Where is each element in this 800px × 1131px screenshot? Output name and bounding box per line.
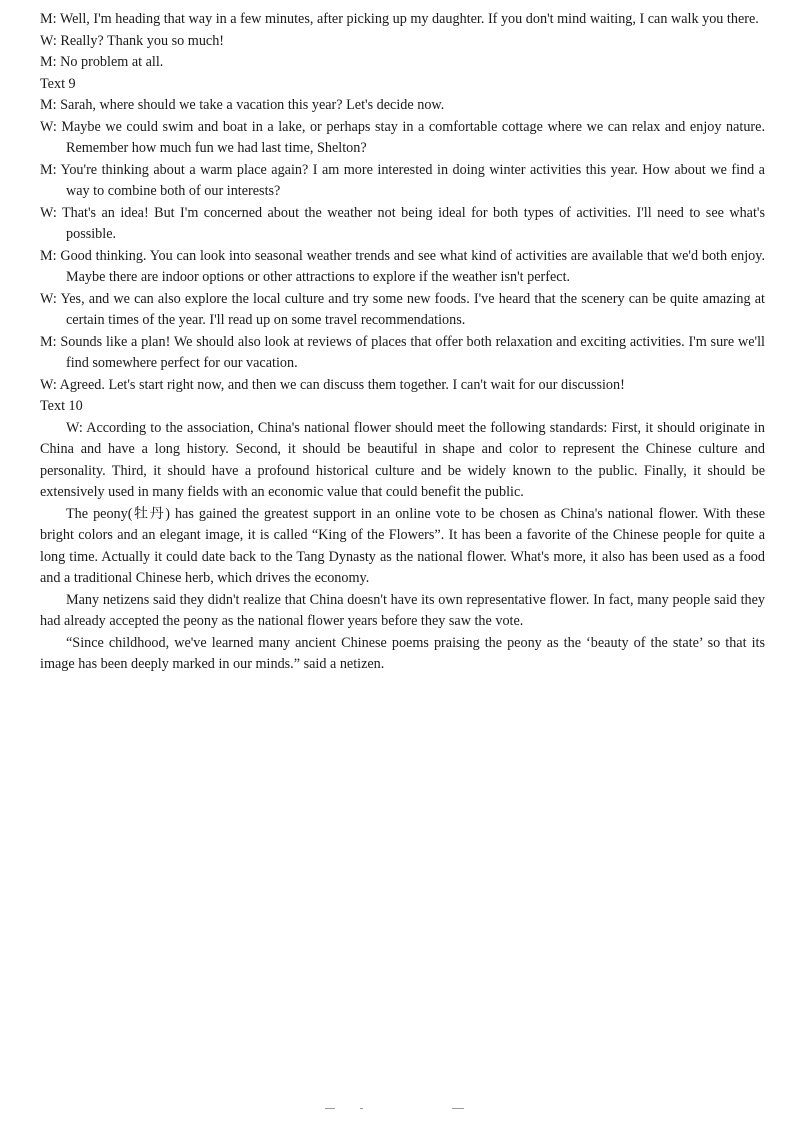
speaker: M [40, 97, 53, 113]
footer-scan-marks [0, 1098, 800, 1112]
speaker: M [40, 161, 53, 178]
line-text: Well, I'm heading that way in a few minutes, after picking up my daughter. If you don't mind waiting, I can walk you there. [59, 11, 759, 27]
paragraph: Many netizens said they didn't realize that China doesn't have its own representative flower. In fact, many people said they had already accepted the peony as the national flower years before they saw the vote. [40, 591, 765, 629]
speaker: W [40, 118, 53, 135]
section-heading: Text 10 [40, 398, 83, 414]
speaker: W [40, 290, 53, 307]
speaker: W [40, 32, 53, 49]
speaker-separator: : [52, 290, 61, 307]
line-text: No problem at all. [60, 54, 164, 70]
dialogue-line [40, 160, 765, 203]
speaker-separator: : [52, 247, 61, 264]
text9-section [40, 74, 765, 397]
dialogue-line [40, 289, 765, 332]
speaker: M [40, 11, 53, 27]
line-text: Yes, and we can also explore the local culture and try some new foods. I've heard that the scenery can be quite amazing at certain times of the year. I'll read up on some travel recommendations. [60, 290, 765, 328]
dialogue-line [40, 31, 765, 53]
speaker: M [40, 333, 53, 350]
dialogue-line [40, 52, 765, 74]
dialogue-line [40, 95, 765, 117]
dialogue-top [40, 9, 765, 74]
speaker-separator: : [52, 97, 61, 113]
dialogue-line [40, 246, 765, 289]
transcript-page [40, 9, 765, 676]
speaker-separator: : [52, 376, 60, 393]
paragraph: The peony(牡丹) has gained the greatest support in an online vote to be chosen as China's national flower. With these bright colors and an elegant image, it is called “King of the Flowers”. It has been a favorite of the Chinese people for quite a long time. Actually it could date back to the Tang Dynasty as the national flower. What's more, it also has been used as a food and a traditional Chinese herb, which drives the economy. [40, 505, 765, 586]
dialogue-line [40, 203, 765, 246]
text10-section [40, 396, 765, 676]
speaker-separator: : [52, 204, 62, 221]
scan-mark [452, 1108, 464, 1109]
speaker: W [40, 376, 53, 393]
line-text: Sounds like a plan! We should also look at reviews of places that offer both relaxation and exciting activities. I'm sure we'll find somewhere perfect for our vacation. [60, 333, 765, 371]
scan-mark [360, 1108, 363, 1109]
line-text: Maybe we could swim and boat in a lake, or perhaps stay in a comfortable cottage where we can relax and enjoy nature. Remember how much fun we had last time, Shelton? [61, 118, 765, 156]
line-text: You're thinking about a warm place again? I am more interested in doing winter activities this year. How about we find a way to combine both of our interests? [60, 161, 765, 199]
dialogue-line [40, 9, 765, 31]
speaker: W [40, 204, 53, 221]
paragraph: W: According to the association, China's national flower should meet the following standards: First, it should originate in China and have a long history. Second, it should be beautiful in shape and color to represent the Chinese culture and personality. Third, it should have a profound historical culture and be widely known to the public. Finally, it should be extensively used in many fields with an economic value that could benefit the public. [40, 419, 765, 500]
dialogue-line [40, 332, 765, 375]
line-text: Really? Thank you so much! [60, 32, 225, 49]
dialogue-line [40, 375, 765, 397]
speaker: M [40, 247, 53, 264]
speaker-separator: : [52, 32, 61, 49]
section-heading: Text 9 [40, 75, 76, 92]
scan-mark [325, 1108, 335, 1109]
paragraph: “Since childhood, we've learned many ancient Chinese poems praising the peony as the ‘beauty of the state’ so that its image has been deeply marked in our minds.” said a netizen. [40, 634, 765, 672]
speaker-separator: : [52, 333, 61, 350]
dialogue-line [40, 117, 765, 160]
line-text: Agreed. Let's start right now, and then we can discuss them together. I can't wait for our discussion! [59, 376, 625, 393]
line-text: Sarah, where should we take a vacation this year? Let's decide now. [60, 97, 445, 113]
speaker-separator: : [52, 11, 60, 27]
speaker-separator: : [52, 118, 62, 135]
speaker-separator: : [52, 161, 61, 178]
speaker-separator: : [52, 54, 61, 70]
line-text: Good thinking. You can look into seasonal weather trends and see what kind of activities are available that we'd both enjoy. Maybe there are indoor options or other attractions to explore if the weather isn't perfect. [60, 247, 765, 285]
speaker: M [40, 54, 53, 70]
line-text: That's an idea! But I'm concerned about the weather not being ideal for both types of activities. I'll need to see what's possible. [62, 204, 765, 242]
